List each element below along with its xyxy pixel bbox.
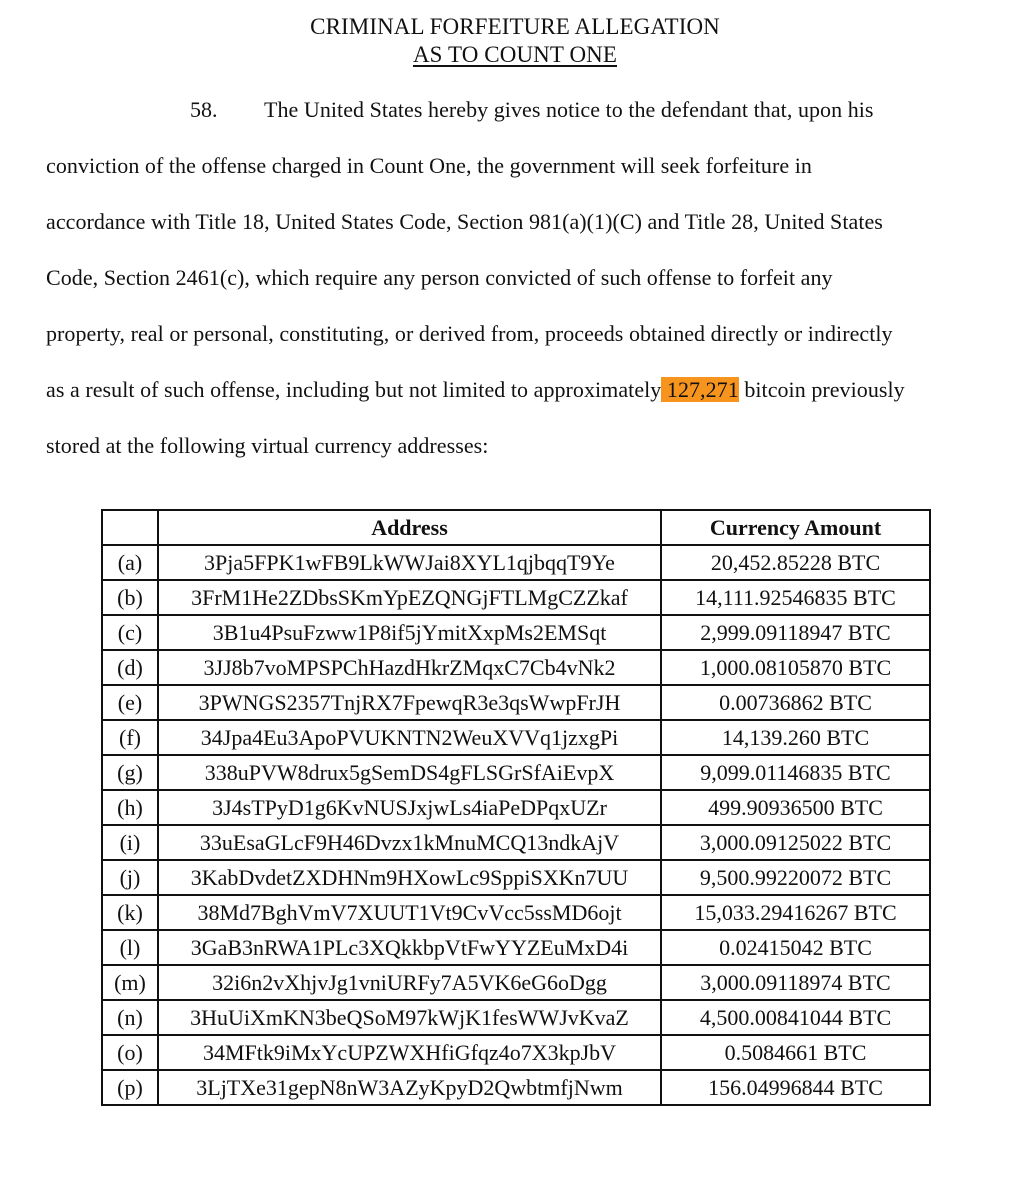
header-currency-amount: Currency Amount (661, 510, 930, 545)
table-row (102, 1070, 930, 1105)
amount-cell: 2,999.09118947 BTC (661, 615, 930, 650)
row-index: (d) (102, 650, 158, 685)
amount-cell: 3,000.09125022 BTC (661, 825, 930, 860)
amount-cell: 14,139.260 BTC (661, 720, 930, 755)
address-cell: 3KabDvdetZXDHNm9HXowLc9SppiSXKn7UU (158, 860, 661, 895)
table-row (102, 545, 930, 580)
address-cell: 38Md7BghVmV7XUUT1Vt9CvVcc5ssMD6ojt (158, 895, 661, 930)
table-row (102, 1035, 930, 1070)
table-row (102, 720, 930, 755)
row-index: (m) (102, 965, 158, 1000)
paragraph-line-5: property, real or personal, constituting, or derived from, proceeds obtained directly or indirectly (46, 321, 893, 346)
amount-cell: 14,111.92546835 BTC (661, 580, 930, 615)
amount-cell: 0.00736862 BTC (661, 685, 930, 720)
row-index: (l) (102, 930, 158, 965)
paragraph-line-4: Code, Section 2461(c), which require any person convicted of such offense to forfeit any (46, 265, 833, 290)
row-index: (b) (102, 580, 158, 615)
address-cell: 3PWNGS2357TnjRX7FpewqR3e3qsWwpFrJH (158, 685, 661, 720)
table-row (102, 580, 930, 615)
row-index: (k) (102, 895, 158, 930)
amount-cell: 9,099.01146835 BTC (661, 755, 930, 790)
address-cell: 34Jpa4Eu3ApoPVUKNTN2WeuXVVq1jzxgPi (158, 720, 661, 755)
address-cell: 3LjTXe31gepN8nW3AZyKpyD2QwbtmfjNwm (158, 1070, 661, 1105)
table-row (102, 650, 930, 685)
paragraph-line-7: stored at the following virtual currency addresses: (46, 433, 489, 458)
paragraph-line-6 (46, 376, 905, 404)
amount-cell: 4,500.00841044 BTC (661, 1000, 930, 1035)
table-row (102, 825, 930, 860)
address-cell: 3JJ8b7voMPSPChHazdHkrZMqxC7Cb4vNk2 (158, 650, 661, 685)
address-cell: 3FrM1He2ZDbsSKmYpEZQNGjFTLMgCZZkaf (158, 580, 661, 615)
header-index (102, 510, 158, 545)
amount-cell: 156.04996844 BTC (661, 1070, 930, 1105)
section-subtitle (0, 41, 1016, 69)
table-body (102, 545, 930, 1105)
amount-cell: 3,000.09118974 BTC (661, 965, 930, 1000)
address-cell: 3J4sTPyD1g6KvNUSJxjwLs4iaPeDPqxUZr (158, 790, 661, 825)
paragraph-line-3: accordance with Title 18, United States Code, Section 981(a)(1)(C) and Title 28, United States (46, 209, 883, 234)
highlighted-amount: 127,271 (661, 377, 739, 402)
table-row (102, 615, 930, 650)
amount-cell: 499.90936500 BTC (661, 790, 930, 825)
row-index: (g) (102, 755, 158, 790)
row-index: (a) (102, 545, 158, 580)
paragraph-number: 58. (190, 97, 218, 122)
amount-cell: 20,452.85228 BTC (661, 545, 930, 580)
address-cell: 3B1u4PsuFzww1P8if5jYmitXxpMs2EMSqt (158, 615, 661, 650)
table-row (102, 965, 930, 1000)
address-cell: 32i6n2vXhjvJg1vniURFy7A5VK6eG6oDgg (158, 965, 661, 1000)
address-table (101, 509, 931, 1106)
row-index: (j) (102, 860, 158, 895)
row-index: (o) (102, 1035, 158, 1070)
row-index: (i) (102, 825, 158, 860)
amount-cell: 1,000.08105870 BTC (661, 650, 930, 685)
line-6-text-before: as a result of such offense, including but not limited to approximately (46, 377, 662, 402)
address-cell: 34MFtk9iMxYcUPZWXHfiGfqz4o7X3kpJbV (158, 1035, 661, 1070)
table-row (102, 685, 930, 720)
address-cell: 338uPVW8drux5gSemDS4gFLSGrSfAiEvpX (158, 755, 661, 790)
amount-cell: 0.02415042 BTC (661, 930, 930, 965)
table-row (102, 755, 930, 790)
row-index: (c) (102, 615, 158, 650)
header-address: Address (158, 510, 661, 545)
paragraph-line-1: The United States hereby gives notice to the defendant that, upon his (264, 97, 874, 122)
row-index: (f) (102, 720, 158, 755)
table-row (102, 930, 930, 965)
section-title: CRIMINAL FORFEITURE ALLEGATION (310, 14, 720, 39)
table-row (102, 895, 930, 930)
amount-cell: 9,500.99220072 BTC (661, 860, 930, 895)
row-index: (p) (102, 1070, 158, 1105)
address-cell: 3GaB3nRWA1PLc3XQkkbpVtFwYYZEuMxD4i (158, 930, 661, 965)
amount-cell: 0.5084661 BTC (661, 1035, 930, 1070)
table-row (102, 1000, 930, 1035)
table-row (102, 860, 930, 895)
table-row (102, 790, 930, 825)
paragraph-line-2: conviction of the offense charged in Count One, the government will seek forfeiture in (46, 153, 812, 178)
line-6-text-after: bitcoin previously (738, 377, 905, 402)
address-cell: 33uEsaGLcF9H46Dvzx1kMnuMCQ13ndkAjV (158, 825, 661, 860)
row-index: (e) (102, 685, 158, 720)
address-cell: 3HuUiXmKN3beQSoM97kWjK1fesWWJvKvaZ (158, 1000, 661, 1035)
address-cell: 3Pja5FPK1wFB9LkWWJai8XYL1qjbqqT9Ye (158, 545, 661, 580)
section-subtitle-text: AS TO COUNT ONE (412, 42, 618, 67)
row-index: (n) (102, 1000, 158, 1035)
row-index: (h) (102, 790, 158, 825)
amount-cell: 15,033.29416267 BTC (661, 895, 930, 930)
table-header-row (102, 510, 930, 545)
